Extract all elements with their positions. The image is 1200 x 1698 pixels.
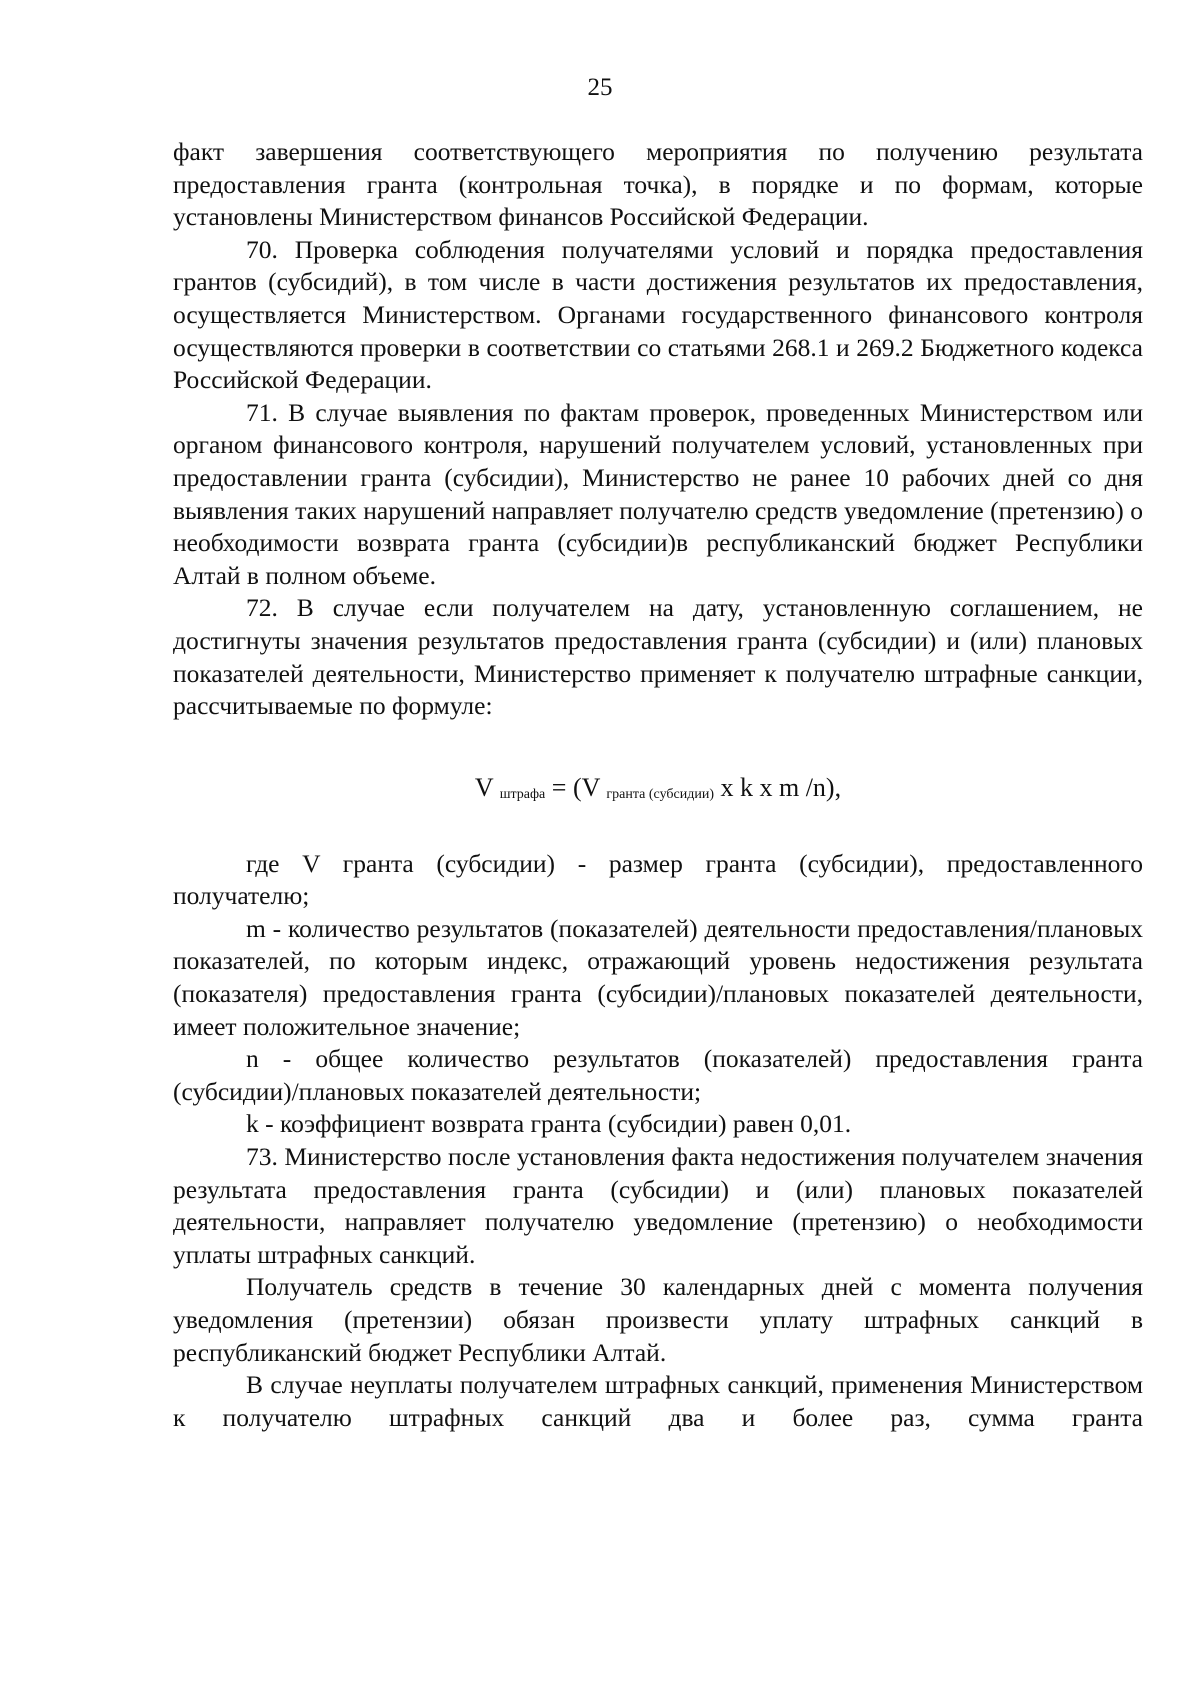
definition-m: m - количество результатов (показателей) деятельности предоставления/плановых показателей, по которым индекс, отражающий уровень недостижения результата (показателя) предоставления гранта (субсидии)/плановых показателей деятельности, имеет положительное значение;	[173, 913, 1143, 1041]
definition-n: n - общее количество результатов (показателей) предоставления гранта (субсидии)/плановых показателей деятельности;	[173, 1044, 1143, 1106]
definition-v: где V гранта (субсидии) - размер гранта (субсидии), предоставленного получателю;	[173, 848, 1143, 911]
paragraph-70: 70. Проверка соблюдения получателями условий и порядка предоставления грантов (субсидий), в том числе в части достижения результатов их предоставления, осуществляется Министерством. Органами государственного финансового контроля осуществляются проверки в соответствии со статьями 268.1 и 269.2 Бюджетного кодекса Российской Федерации.	[173, 234, 1143, 395]
paragraph-71: 71. В случае выявления по фактам проверок, проведенных Министерством или органом финансового контроля, нарушений получателем условий, установленных при предоставлении гранта (субсидии), Министерство не ранее 10 рабочих дней со дня выявления таких нарушений направляет получателю средств уведомление (претензию) о необходимости возврата гранта (субсидии)в республиканский бюджет Республики Алтай в полном объеме.	[173, 397, 1143, 590]
paragraph-continuation: факт завершения соответствующего мероприятия по получению результата предоставления гранта (контрольная точка), в порядке и по формам, которые установлены Министерством финансов Российской Федерации.	[173, 137, 1143, 232]
paragraph-72: 72. В случае если получателем на дату, установленную соглашением, не достигнуты значения результатов предоставления гранта (субсидии) и (или) плановых показателей деятельности, Министерство применяет к получателю штрафные санкции, рассчитываемые по формуле:	[173, 593, 1143, 721]
formula-subscript-penalty: штрафа	[499, 786, 546, 802]
paragraph-payment-term: Получатель средств в течение 30 календарных дней с момента получения уведомления (претензии) обязан произвести уплату штрафных санкций в республиканский бюджет Республики Алтай.	[173, 1272, 1143, 1367]
paragraph-nonpayment: В случае неуплаты получателем штрафных санкций, применения Министерством к получателю штрафных санкций два и более раз, сумма гранта	[173, 1370, 1143, 1432]
document-body	[173, 136, 1143, 1434]
definition-k: k - коэффициент возврата гранта (субсидии) равен 0,01.	[246, 1109, 852, 1139]
paragraph-73: 73. Министерство после установления факта недостижения получателем значения результата предоставления гранта (субсидии) и (или) плановых показателей деятельности, направляет получателю уведомление (претензию) о необходимости уплаты штрафных санкций.	[173, 1142, 1143, 1269]
formula-subscript-grant: гранта (субсидии)	[606, 786, 714, 802]
penalty-formula	[173, 771, 1143, 810]
formula-rest: x k x m /n),	[713, 772, 842, 802]
page-number: 25	[587, 74, 613, 101]
formula-equals: = (V	[545, 772, 600, 802]
formula-v: V	[474, 772, 494, 802]
